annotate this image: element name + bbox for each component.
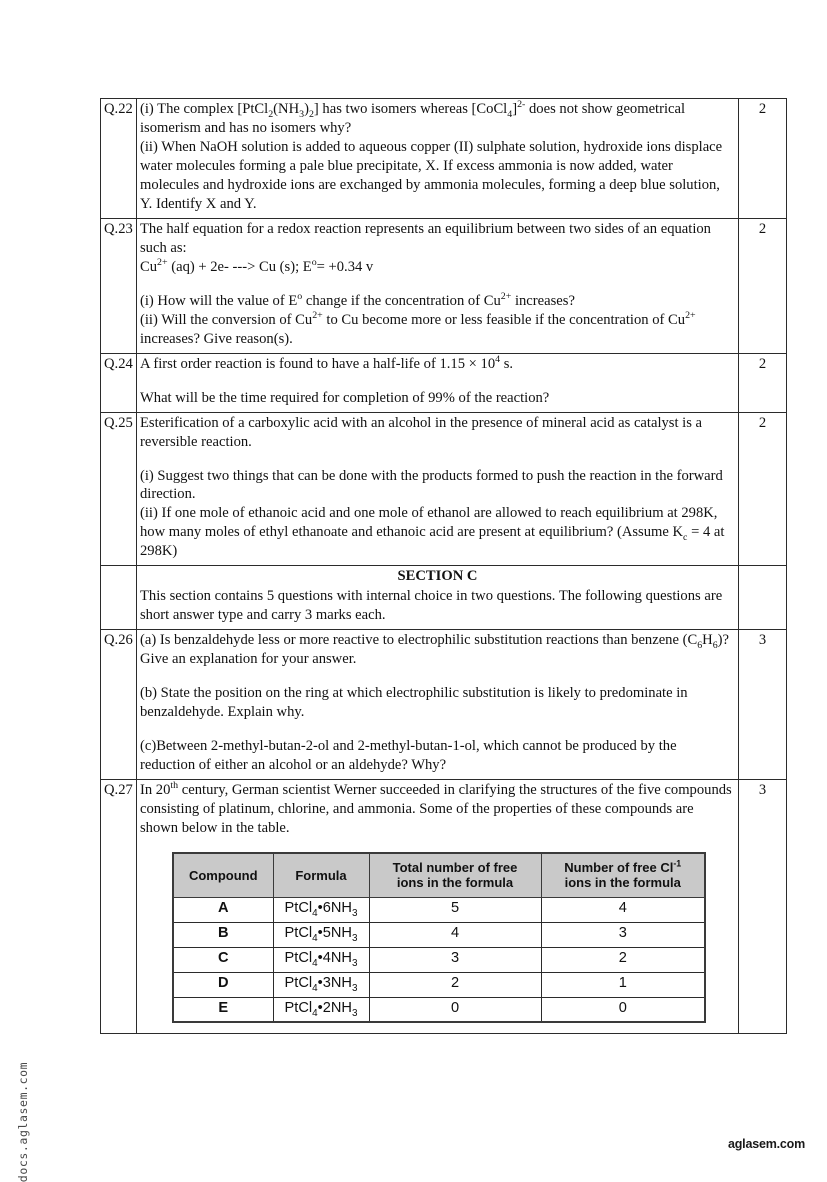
marks-cell: [739, 566, 787, 630]
exam-question-table-body: [101, 99, 787, 1034]
section-heading: SECTION C: [397, 568, 478, 585]
question-number-cell: Q.25: [101, 412, 137, 566]
compound-table-cell-formula: $PtCl_4•4NH_3$: [273, 947, 369, 972]
brand-logo: aglasem.com: [727, 1137, 805, 1151]
compound-table-cell-formula: $PtCl_4•2NH_3$: [273, 997, 369, 1022]
question-paragraph: (ii) Will the conversion of $Cu^{2+}$ to Cu become more or less feasible if the concentration of $Cu^{2+}$ increases? Give reason(s).: [140, 309, 696, 347]
marks-cell: 2: [739, 99, 787, 219]
question-row: [101, 566, 787, 630]
marks-cell: 3: [739, 780, 787, 1034]
side-watermark-text: docs.aglasem.com: [16, 1061, 31, 1182]
question-body-cell: [137, 99, 739, 219]
compound-table-row: [173, 972, 705, 997]
question-paragraph: (c)Between 2-methyl-butan-2-ol and 2-methyl-butan-1-ol, which cannot be produced by the reduction of either an alcohol or an aldehyde? Why?: [140, 738, 677, 774]
compound-table-wrapper: [172, 852, 735, 1024]
question-paragraph: In 20th century, German scientist Werner succeeded in clarifying the structures of the five compounds consisting of platinum, chlorine, and ammonia. Some of the properties of these compounds are shown below in the table.: [140, 780, 732, 836]
side-watermark: [8, 729, 38, 1182]
marks-cell: 2: [739, 412, 787, 566]
question-row: [101, 99, 787, 219]
compound-table-row: [173, 897, 705, 922]
question-paragraph: A first order reaction is found to have a half-life of $1.15 \times 10^4$ s.: [140, 353, 514, 372]
question-body-cell: [137, 412, 739, 566]
compound-table-cell-total-free-ions: 5: [369, 897, 541, 922]
question-paragraph: The half equation for a redox reaction represents an equilibrium between two sides of an equation such as:: [140, 220, 711, 256]
question-row: [101, 412, 787, 566]
exam-question-table: [100, 98, 787, 1034]
question-paragraph: Esterification of a carboxylic acid with an alcohol in the presence of mineral acid as catalyst is a reversible reaction.: [140, 414, 703, 450]
compound-table-row: [173, 922, 705, 947]
question-row: [101, 353, 787, 412]
compound-table-cell-free-cl-ions: 3: [541, 922, 705, 947]
question-paragraph: (a) Is benzaldehyde less or more reactive to electrophilic substitution reactions than benzene $(C_6H_6)$? Give an explanation for your answer.: [140, 632, 729, 668]
compound-table-header-cell: Number of free $Cl^{-1}$ ions in the formula: [541, 853, 705, 897]
question-paragraph: (b) State the position on the ring at which electrophilic substitution is likely to predominate in benzaldehyde. Explain why.: [140, 685, 688, 721]
compound-properties-table: [172, 852, 706, 1024]
compound-table-cell-compound: B: [173, 922, 273, 947]
compound-table-cell-compound: D: [173, 972, 273, 997]
compound-table-row: [173, 997, 705, 1022]
question-paragraph: What will be the time required for completion of 99% of the reaction?: [140, 389, 550, 406]
question-number-cell: [101, 566, 137, 630]
compound-table-cell-free-cl-ions: 4: [541, 897, 705, 922]
compound-table-cell-compound: A: [173, 897, 273, 922]
question-body-cell: [137, 353, 739, 412]
marks-cell: 2: [739, 218, 787, 353]
compound-table-cell-total-free-ions: 4: [369, 922, 541, 947]
question-paragraph: (ii) When NaOH solution is added to aqueous copper (II) sulphate solution, hydroxide ions displace water molecules forming a pale blue precipitate, X. If excess ammonia is now added, water molecules and hydroxide ions are exchanged by ammonia molecules, forming a deep blue solution, Y. Identify X and Y.: [140, 138, 723, 212]
compound-table-cell-total-free-ions: 2: [369, 972, 541, 997]
question-number-cell: Q.23: [101, 218, 137, 353]
compound-table-cell-formula: $PtCl_4•5NH_3$: [273, 922, 369, 947]
compound-table-header-cell: Total number of free ions in the formula: [369, 853, 541, 897]
compound-table-cell-formula: $PtCl_4•6NH_3$: [273, 897, 369, 922]
compound-table-cell-total-free-ions: 0: [369, 997, 541, 1022]
question-row: [101, 780, 787, 1034]
question-body-cell: [137, 630, 739, 780]
marks-cell: 2: [739, 353, 787, 412]
compound-table-header-row: [173, 853, 705, 897]
compound-table-cell-compound: C: [173, 947, 273, 972]
compound-table-cell-total-free-ions: 3: [369, 947, 541, 972]
compound-table-cell-compound: E: [173, 997, 273, 1022]
question-body-cell: [137, 566, 739, 630]
question-number-cell: Q.27: [101, 780, 137, 1034]
question-paragraph: (i) Suggest two things that can be done with the products formed to push the reaction in the forward direction.: [140, 467, 723, 503]
question-paragraph: (i) How will the value of $E^o$ change if the concentration of $Cu^{2+}$ increases?: [140, 290, 575, 309]
question-paragraph: $Cu^{2+}$ (aq) + 2e- ---> Cu (s); $E^o= +0.34$ v: [140, 256, 374, 275]
compound-table-cell-free-cl-ions: 0: [541, 997, 705, 1022]
marks-cell: 3: [739, 630, 787, 780]
question-number-cell: Q.24: [101, 353, 137, 412]
compound-table-cell-free-cl-ions: 2: [541, 947, 705, 972]
question-paragraph: (ii) If one mole of ethanoic acid and one mole of ethanol are allowed to reach equilibrium at 298K, how many moles of ethyl ethanoate and ethanoic acid are present at equilibrium? (Assume $K_c = 4$ at 298K): [140, 505, 725, 560]
question-row: [101, 630, 787, 780]
compound-table-header-cell: Formula: [273, 853, 369, 897]
question-body-cell: [137, 780, 739, 1034]
compound-table-row: [173, 947, 705, 972]
question-number-cell: Q.22: [101, 99, 137, 219]
question-row: [101, 218, 787, 353]
compound-table-cell-formula: $PtCl_4•3NH_3$: [273, 972, 369, 997]
question-body-cell: [137, 218, 739, 353]
question-paragraph: (i) The complex $[PtCl_2(NH_3)_2]$ has two isomers whereas [CoCl$_4$]$^{2-}$ does not show geometrical isomerism and has no isomers why?: [140, 99, 686, 136]
question-number-cell: Q.26: [101, 630, 137, 780]
question-paragraph: This section contains 5 questions with internal choice in two questions. The following questions are short answer type and carry 3 marks each.: [140, 588, 723, 624]
compound-table-header-cell: Compound: [173, 853, 273, 897]
compound-table-cell-free-cl-ions: 1: [541, 972, 705, 997]
